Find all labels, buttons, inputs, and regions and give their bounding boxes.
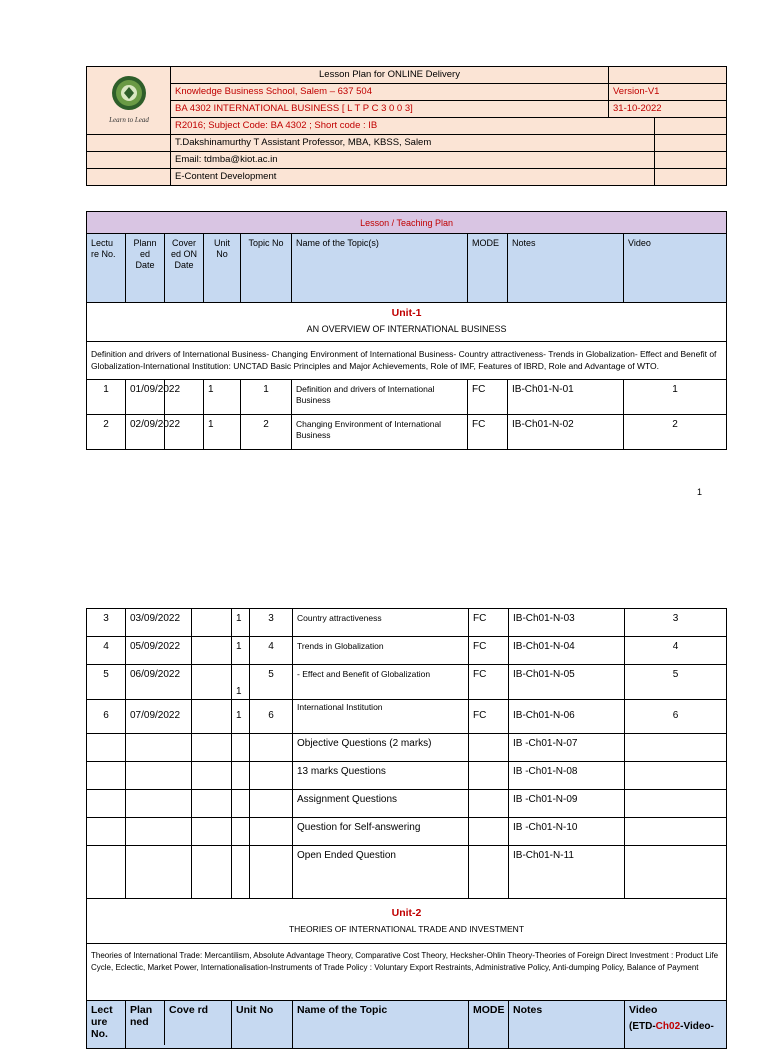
notes-code: IB -Ch01-N-09 [509, 790, 625, 818]
col-topic-name: Name of the Topic(s) [292, 234, 468, 303]
planned-date: 02/09/2022 [126, 415, 165, 450]
question-type: Question for Self-answering [293, 818, 469, 846]
table-row [87, 665, 727, 700]
notes-code: IB-Ch01-N-03 [509, 609, 625, 637]
version-label: Version-V1 [609, 84, 727, 101]
lecture-no: 1 [87, 380, 126, 415]
covered-date [192, 637, 232, 665]
unit-no: 1 [232, 665, 250, 700]
blank-cell [655, 169, 727, 186]
col-unit-no: Unit No [204, 234, 241, 303]
unit-2-description: Theories of International Trade: Mercantilism, Absolute Advantage Theory, Comparative Cost Theory, Hecksher-Ohlin Theory-Theories of Foreign Direct Investment : Product Life Cycle, Eclectic, Market Power, Internationalisation-Instruments of Trade Policy : Voluntary Export Restraints, Administrative Policy, Anti-dumping Policy, Balance of Payment [87, 944, 727, 1001]
question-type: Assignment Questions [293, 790, 469, 818]
planned-date: 07/09/2022 [126, 700, 192, 734]
faculty-email: Email: tdmba@kiot.ac.in [171, 152, 655, 169]
col-topic-name: Name of the Topic [293, 1001, 469, 1049]
col-mode: MODE [469, 1001, 509, 1049]
mode: FC [468, 380, 508, 415]
video-no: 5 [625, 665, 727, 700]
topic-no: 4 [250, 637, 293, 665]
topic-name: Trends in Globalization [293, 637, 469, 665]
topic-no: 5 [250, 665, 293, 700]
planned-date: 01/09/2022 [126, 380, 165, 415]
col-topic-no: Topic No [241, 234, 292, 303]
plan-date: 31-10-2022 [609, 101, 727, 118]
regulation-info: R2016; Subject Code: BA 4302 ; Short code : IB [171, 118, 655, 135]
topic-no: 1 [241, 380, 292, 415]
video-label: Video [629, 1004, 658, 1016]
col-notes: Notes [509, 1001, 625, 1049]
col-covered: Cove rd [169, 1004, 209, 1016]
unit-2-header [87, 899, 727, 944]
table-row [87, 637, 727, 665]
video-no: 3 [625, 609, 727, 637]
mode: FC [468, 415, 508, 450]
lecture-no: 2 [87, 415, 126, 450]
school-seal-icon [94, 69, 164, 127]
lesson-plan-table [86, 211, 727, 450]
lecture-no: 6 [87, 700, 126, 734]
blank-cell [87, 169, 171, 186]
notes-code: IB -Ch01-N-10 [509, 818, 625, 846]
blank-cell [655, 152, 727, 169]
blank-cell [655, 135, 727, 152]
notes-code: IB-Ch01-N-06 [509, 700, 625, 734]
col-planned-date: Plann ed Date [126, 234, 165, 303]
question-type: 13 marks Questions [293, 762, 469, 790]
lecture-no: 5 [87, 665, 126, 700]
video-no: 6 [625, 700, 727, 734]
unit-no: 1 [232, 609, 250, 637]
question-type: Open Ended Question [293, 846, 469, 899]
unit-1-title: AN OVERVIEW OF INTERNATIONAL BUSINESS [306, 324, 507, 334]
table-row [87, 734, 727, 762]
covered-date [192, 665, 232, 700]
video-code-chapter: Ch02 [655, 1021, 681, 1032]
video-no: 1 [624, 380, 727, 415]
mode: FC [469, 700, 509, 734]
question-type: Objective Questions (2 marks) [293, 734, 469, 762]
notes-code: IB -Ch01-N-08 [509, 762, 625, 790]
unit-1-label: Unit-1 [391, 307, 422, 319]
table-row [87, 818, 727, 846]
topic-name: International Institution [293, 700, 469, 734]
notes-code: IB -Ch01-N-07 [509, 734, 625, 762]
table-row [87, 790, 727, 818]
col-planned: Plan ned [126, 1001, 165, 1045]
unit-no: 1 [232, 637, 250, 665]
col-lecture-no: Lectu re No. [87, 234, 126, 303]
notes-code: IB-Ch01-N-11 [509, 846, 625, 899]
course-header-table [86, 66, 727, 186]
col-lecture-no: Lect ure No. [87, 1001, 126, 1049]
logo-motto: Learn to Lead [108, 115, 149, 124]
table-row [87, 415, 727, 450]
faculty-info: T.Dakshinamurthy T Assistant Professor, MBA, KBSS, Salem [171, 135, 655, 152]
school-name: Knowledge Business School, Salem – 637 504 [171, 84, 609, 101]
lecture-no: 3 [87, 609, 126, 637]
planned-date: 03/09/2022 [126, 609, 192, 637]
lecture-no: 4 [87, 637, 126, 665]
unit-2-title: THEORIES OF INTERNATIONAL TRADE AND INVESTMENT [288, 924, 525, 934]
table-row [87, 700, 727, 734]
mode: FC [469, 637, 509, 665]
topic-no: 2 [241, 415, 292, 450]
table-row [87, 380, 727, 415]
table-row [87, 762, 727, 790]
topic-name: Country attractiveness [293, 609, 469, 637]
video-code-prefix: (ETD- [629, 1021, 656, 1032]
unit-1-header [87, 303, 727, 342]
mode: FC [469, 609, 509, 637]
econtent-label: E-Content Development [171, 169, 655, 186]
mode: FC [469, 665, 509, 700]
table-row [87, 846, 727, 899]
col-unit-no: Unit No [232, 1001, 293, 1049]
topic-no: 3 [250, 609, 293, 637]
lesson-plan-title: Lesson / Teaching Plan [87, 212, 727, 234]
video-no: 2 [624, 415, 727, 450]
topic-name: - Effect and Benefit of Globalization [293, 665, 469, 700]
topic-name: Changing Environment of International Business [292, 415, 468, 450]
unit-no: 1 [204, 380, 241, 415]
lesson-plan-table-continued [86, 608, 727, 1049]
page-number: 1 [697, 487, 703, 497]
school-logo [87, 67, 171, 135]
unit-no: 1 [232, 700, 250, 734]
col-notes: Notes [508, 234, 624, 303]
notes-code: IB-Ch01-N-01 [508, 380, 624, 415]
table-row [87, 609, 727, 637]
blank-cell [609, 67, 727, 84]
col-video [625, 1001, 727, 1049]
col-mode: MODE [468, 234, 508, 303]
video-no: 4 [625, 637, 727, 665]
notes-code: IB-Ch01-N-04 [509, 637, 625, 665]
unit-no: 1 [204, 415, 241, 450]
covered-date [192, 609, 232, 637]
topic-name: Definition and drivers of International Business [292, 380, 468, 415]
unit-2-label: Unit-2 [391, 907, 422, 919]
blank-cell [655, 118, 727, 135]
covered-date [192, 700, 232, 734]
notes-code: IB-Ch01-N-02 [508, 415, 624, 450]
col-covered-date: Cover ed ON Date [165, 234, 204, 303]
unit-1-description: Definition and drivers of International Business- Changing Environment of International Business- Country attractiveness- Trends in Globalization- Effect and Benefit of Globalization-International Institution: UNCTAD Basic Principles and Major Achievements, Role of IMF, Features of IBRD, Role and Advantage of WTO. [87, 342, 727, 380]
topic-no: 6 [250, 700, 293, 734]
blank-cell [87, 135, 171, 152]
planned-date: 05/09/2022 [126, 637, 192, 665]
plan-title: Lesson Plan for ONLINE Delivery [171, 67, 609, 84]
video-code-suffix: -Video- [680, 1021, 714, 1032]
col-video: Video [624, 234, 727, 303]
planned-date: 06/09/2022 [126, 665, 192, 700]
notes-code: IB-Ch01-N-05 [509, 665, 625, 700]
blank-cell [87, 152, 171, 169]
course-name: BA 4302 INTERNATIONAL BUSINESS [ L T P C 3 0 0 3] [171, 101, 609, 118]
